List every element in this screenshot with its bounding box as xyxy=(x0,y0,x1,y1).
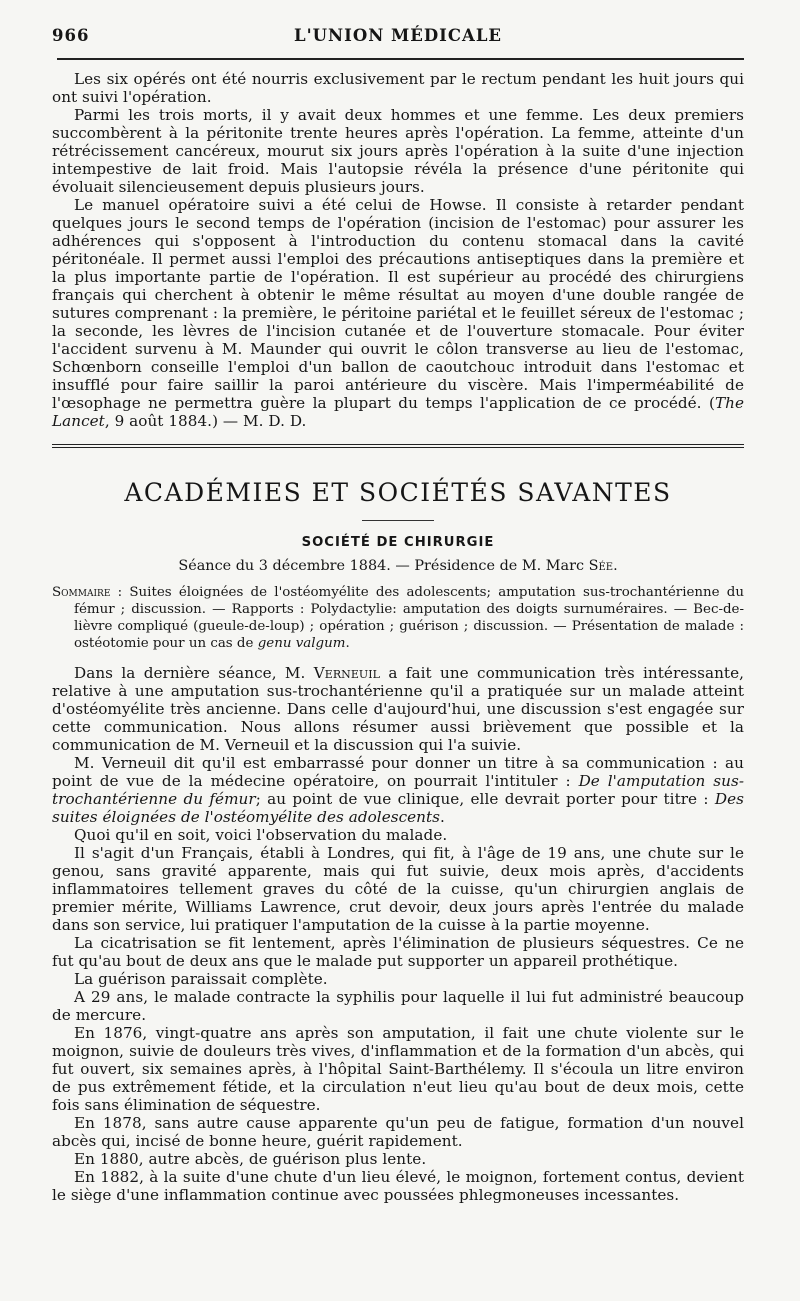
summary-italic: genu valgum xyxy=(257,636,346,651)
source-citation: , 9 août 1884.) — M. D. D. xyxy=(104,412,307,430)
paragraph-1876: En 1876, vingt-quatre ans après son amputation, il fait une chute violente sur le moignon, suivie de douleurs très vives, d'inflammation et de la formation d'un abcès, qui fut ouvert, six semaines après, à l'hôpital Saint-Barthélemy. Il s'écoula un litre environ de pus extrêmement fétide, et la circulation n'eut lieu qu'au bout de deux mois, cette fois sans élimination de séquestre. xyxy=(52,1024,744,1114)
page xyxy=(52,18,744,1204)
seance-line xyxy=(52,558,744,574)
intro-text-b: a fait une communication très intéressante, relative à une amputation sus-trochantérienne qu'il a pratiquée sur un malade atteint d'ostéomyélite très ancienne. Dans celle d'aujourd'hui, une discussion s'est engagée sur cette communication. Nous allons résumer aussi brièvement que possible et la communication de M. Verneuil et la discussion qui l'a suivie. xyxy=(52,664,744,754)
title-choice-c: . xyxy=(440,808,445,826)
paragraph-healing: La cicatrisation se fit lentement, après l'élimination de plusieurs séquestres. Ce ne fut qu'au bout de deux ans que le malade put supporter un appareil prothétique. xyxy=(52,934,744,970)
title-choice-a: M. Verneuil dit qu'il est embarrassé pour donner un titre à sa communication : au point de vue de la médecine opératoire, on pourrait l'intituler : xyxy=(52,754,744,790)
paragraph-title-choice xyxy=(52,754,744,826)
summary xyxy=(52,584,744,652)
title-choice-italic-1: De l'amputation sus-trochantérienne du fémur xyxy=(52,772,744,808)
summary-text: : Suites éloignées de l'ostéomyélite des adolescents; amputation sus-trochantérienne du fémur ; discussion. — Rapports : Polydactylie: amputation des doigts surnuméraires. — Bec-de-lièvre compliqué (gueule-de-loup) ; opération ; guérison ; discussion. — Présentation de malade : ostéotomie pour un cas de xyxy=(74,585,744,651)
society-heading: SOCIÉTÉ DE CHIRURGIE xyxy=(301,535,495,550)
paragraph-intro xyxy=(52,664,744,754)
title-rule xyxy=(362,520,434,521)
page-content xyxy=(52,70,744,1204)
paragraph-observation: Quoi qu'il en soit, voici l'observation du malade. xyxy=(74,826,448,844)
seance-president: Sée xyxy=(588,558,614,574)
spacer xyxy=(52,652,744,664)
summary-end: . xyxy=(345,636,350,651)
author-verneuil: Verneuil xyxy=(313,664,381,682)
paragraph-1882: En 1882, à la suite d'une chute d'un lieu élevé, le moignon, fortement contus, devient le siège d'une inflammation continue avec poussées phlegmoneuses incessantes. xyxy=(52,1168,744,1204)
procedure-text: Le manuel opératoire suivi a été celui de Howse. Il consiste à retarder pendant quelques jours le second temps de l'opération (incision de l'estomac) pour assurer les adhérences qui s'opposent à l'introduction du contenu stomacal dans la cavité péritonéale. Il permet aussi l'emploi des précautions antiseptiques dans la première et la plus importante partie de l'opération. Il est supérieur au procédé des chirurgiens français qui cherchent à obtenir le même résultat au moyen d'une double rangée de sutures comprenant : la première, le péritoine pariétal et le feuillet séreux de l'estomac ; la seconde, les lèvres de l'incision cutanée et de l'ouverture stomacale. Pour éviter l'accident survenu à M. Maunder qui ouvrit le côlon transverse au lieu de l'estomac, Schœnborn conseille l'emploi d'un ballon de caoutchouc introduit dans l'estomac et insufflé pour faire saillir la paroi antérieure du viscère. Mais l'imperméabilité de l'œsophage ne permettra guère la plupart du temps l'application de ce procédé. ( xyxy=(52,196,744,412)
title-choice-italic-2: Des suites éloignées de l'ostéomyélite des adolescents xyxy=(52,790,744,826)
paragraph-deaths: Parmi les trois morts, il y avait deux hommes et une femme. Les deux premiers succombèrent à la péritonite trente heures après l'opération. La femme, atteinte d'un rétrécissement cancéreux, mourut six jours après l'opération à la suite d'une injection intempestive de lait froid. Mais l'autopsie révéla la présence d'une péritonite qui évoluait silencieusement depuis plusieurs jours. xyxy=(52,106,744,196)
journal-title: L'UNION MÉDICALE xyxy=(293,26,503,45)
header-rule xyxy=(57,58,744,60)
source-journal: The Lancet xyxy=(52,394,744,430)
paragraph-syphilis: A 29 ans, le malade contracte la syphilis pour laquelle il lui fut administré beaucoup de mercure. xyxy=(52,988,744,1024)
summary-label: Sommaire xyxy=(52,585,111,600)
paragraph-nutrition: Les six opérés ont été nourris exclusivement par le rectum pendant les huit jours qui ont suivi l'opération. xyxy=(52,70,744,106)
paragraph-1880: En 1880, autre abcès, de guérison plus lente. xyxy=(74,1150,427,1168)
paragraph-procedure xyxy=(52,196,744,430)
section-title: ACADÉMIES ET SOCIÉTÉS SAVANTES xyxy=(124,478,672,507)
paragraph-complete: La guérison paraissait complète. xyxy=(74,970,328,988)
seance-end: . xyxy=(613,558,618,574)
running-head xyxy=(52,18,744,48)
seance-text: Séance du 3 décembre 1884. — Présidence de M. Marc xyxy=(178,558,589,574)
paragraph-case: Il s'agit d'un Français, établi à Londres, qui fit, à l'âge de 19 ans, une chute sur le genou, sans gravité apparente, mais qui fut suivie, deux mois après, d'accidents inflammatoires tellement graves du côté de la cuisse, qu'un chirurgien anglais de premier mérite, Williams Lawrence, crut devoir, deux jours après l'entrée du malade dans son service, lui pratiquer l'amputation de la cuisse à la partie moyenne. xyxy=(52,844,744,934)
paragraph-1878: En 1878, sans autre cause apparente qu'un peu de fatigue, formation d'un nouvel abcès qui, incisé de bonne heure, guérit rapidement. xyxy=(52,1114,744,1150)
title-choice-b: ; au point de vue clinique, elle devrait porter pour titre : xyxy=(255,790,715,808)
page-number: 966 xyxy=(52,26,90,45)
intro-text-a: Dans la dernière séance, M. xyxy=(74,664,314,682)
section-divider xyxy=(52,444,744,448)
